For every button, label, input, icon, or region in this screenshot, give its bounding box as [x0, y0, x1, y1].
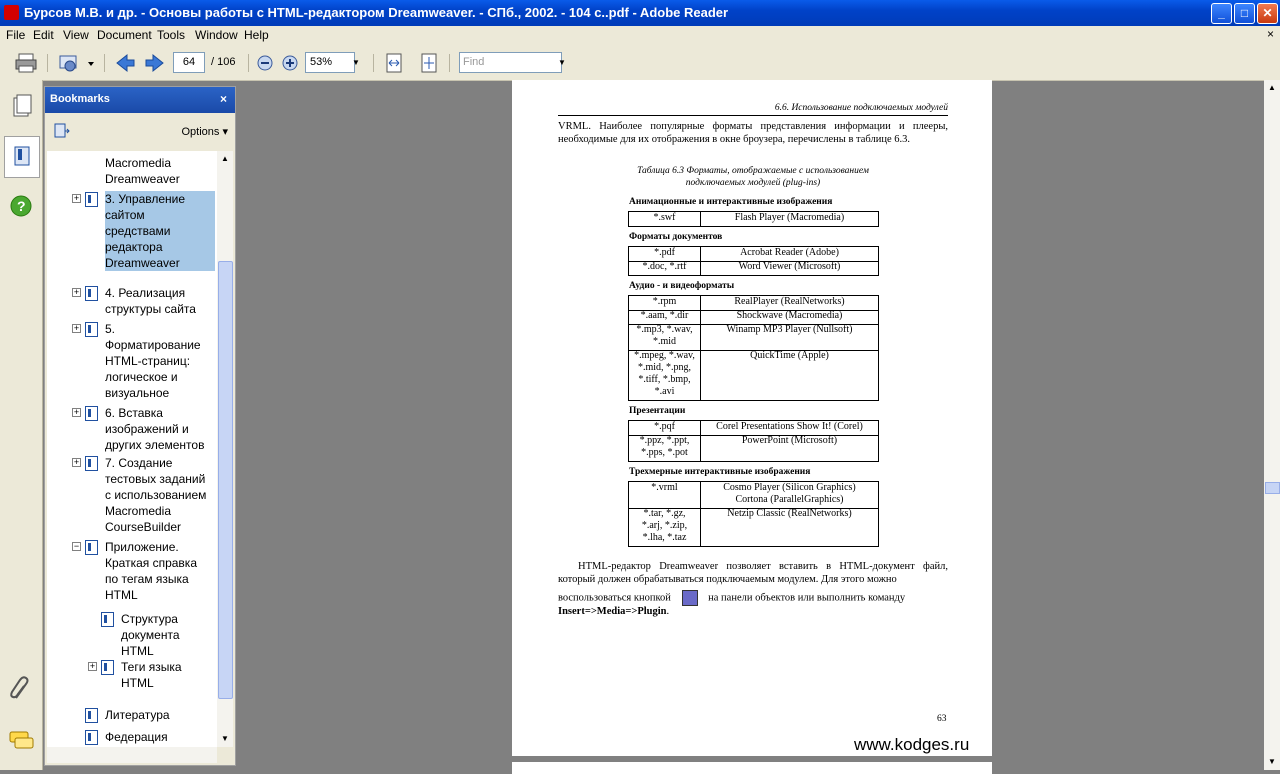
zoom-out-icon[interactable]: [256, 52, 274, 74]
table-cell-player: RealPlayer (RealNetworks): [734, 296, 845, 307]
minimize-button[interactable]: _: [1211, 3, 1232, 24]
bookmark-label-line: HTML: [121, 644, 154, 658]
table-row: [628, 481, 879, 509]
bookmark-label-line: с использованием: [105, 488, 207, 502]
bookmarks-header: [45, 87, 235, 113]
bookmark-item[interactable]: [121, 659, 215, 691]
tree-expander-icon[interactable]: +: [73, 323, 80, 333]
find-input[interactable]: Find: [459, 52, 562, 73]
bookmark-label-line: Macromedia: [105, 156, 172, 170]
table-caption-line: Таблица 6.3 Форматы, отображаемые с использованием: [637, 166, 869, 176]
bookmark-label-line: 6. Вставка: [105, 406, 163, 420]
table-cell-extension: *.pqf: [629, 421, 701, 435]
window-title: Бурсов М.В. и др. - Основы работы с HTML-редактором Dreamweaver. - СПб., 2002. - 104 с..pdf - Adobe Reader: [24, 5, 729, 20]
bookmark-icon: [85, 456, 98, 471]
bookmark-item[interactable]: [105, 707, 215, 723]
table-cell-player: Netzip Classic (RealNetworks): [727, 508, 852, 519]
bookmark-icon: [101, 660, 114, 675]
table-caption: [608, 165, 898, 189]
bookmark-icon: [85, 406, 98, 421]
chevron-down-icon[interactable]: [86, 52, 96, 74]
bookmark-label-line: Структура: [121, 612, 178, 626]
bookmark-item[interactable]: [105, 191, 215, 271]
bookmark-icon: [85, 322, 98, 337]
table-cell-extension: *.doc, *.rtf: [629, 261, 701, 275]
menu-view[interactable]: View: [63, 28, 89, 42]
bookmark-label-line: Dreamweaver: [105, 256, 180, 270]
tree-expander-icon[interactable]: +: [73, 287, 80, 297]
table-cell-player: Word Viewer (Microsoft): [738, 261, 841, 272]
next-page-icon[interactable]: [144, 52, 166, 74]
table-cell-extension: *.mp3, *.wav, *.mid: [629, 324, 701, 350]
bookmarks-title: Bookmarks: [50, 93, 110, 105]
bookmark-icon: [85, 708, 98, 723]
table-cell-extension: *.rpm: [629, 296, 701, 310]
bookmark-label-line: HTML-страниц:: [105, 354, 191, 368]
scrollbar-thumb[interactable]: [1265, 482, 1280, 494]
bookmark-item[interactable]: [105, 455, 215, 535]
bookmarks-tree: [47, 151, 217, 747]
table-cell-extension: *.mpeg, *.wav, *.mid, *.png, *.tiff, *.bmp, *.avi: [629, 350, 701, 400]
outro-paragraph: HTML-редактор Dreamweaver позволяет вставить в HTML-документ файл, который должен обрабатываться подключаемым модулем. Для этого можно: [558, 561, 948, 585]
expand-bookmark-icon[interactable]: [54, 123, 70, 139]
toolbar-separator: [449, 54, 450, 72]
toolbar: [0, 45, 1280, 81]
title-bar: [0, 0, 1280, 26]
scroll-up-icon[interactable]: ▲: [1268, 83, 1276, 92]
table-row: [628, 324, 879, 351]
bookmark-label-line: визуальное: [105, 386, 170, 400]
outro-command: Insert=>Media=>Plugin.: [558, 606, 670, 617]
scroll-up-icon[interactable]: ▲: [221, 154, 229, 163]
table-cell-player: QuickTime (Apple): [750, 350, 829, 361]
fit-page-icon[interactable]: [419, 52, 439, 74]
table-group-heading: Аудио - и видеоформаты: [629, 281, 735, 291]
table-row: [628, 295, 879, 311]
toolbar-separator: [373, 54, 374, 72]
table-row: [628, 435, 879, 462]
menu-help[interactable]: Help: [244, 28, 269, 42]
bookmarks-panel: [44, 86, 236, 766]
toolbar-separator: [248, 54, 249, 72]
bookmark-icon: [85, 540, 98, 555]
bookmark-label-line: 7. Создание: [105, 456, 173, 470]
menu-window[interactable]: Window: [195, 28, 238, 42]
bookmark-label-line: документа: [121, 628, 180, 642]
bookmark-label-line: 4. Реализация: [105, 286, 186, 300]
document-close-icon[interactable]: ×: [1266, 27, 1274, 41]
bookmark-item[interactable]: [105, 285, 215, 317]
close-icon[interactable]: ×: [219, 92, 227, 106]
bookmark-item[interactable]: [105, 405, 215, 453]
bookmark-item[interactable]: [121, 611, 215, 659]
bookmark-label-line: Macromedia: [105, 504, 172, 518]
menu-tools[interactable]: Tools: [157, 28, 186, 42]
tree-expander-icon[interactable]: +: [73, 407, 80, 417]
scrollbar-thumb[interactable]: [218, 261, 233, 699]
bookmark-label-line: HTML: [121, 676, 154, 690]
navigation-pane: [0, 80, 43, 770]
table-cell-extension: *.tar, *.gz, *.arj, *.zip, *.lha, *.taz: [629, 508, 701, 546]
bookmark-icon: [101, 612, 114, 627]
comments-icon[interactable]: [4, 722, 38, 762]
running-header: 6.6. Использование подключаемых модулей: [558, 103, 948, 116]
bookmarks-options-bar: [45, 113, 235, 149]
table-row: [628, 261, 879, 276]
bookmark-icon: [85, 730, 98, 745]
bookmark-label-line: Форматирование: [105, 338, 201, 352]
tree-expander-icon[interactable]: +: [89, 661, 96, 671]
attachments-icon[interactable]: [4, 672, 38, 712]
table-caption-line: подключаемых модулей (plug-ins): [685, 178, 821, 188]
pages-icon[interactable]: [4, 90, 38, 130]
menu-file[interactable]: File: [6, 28, 26, 42]
fit-width-icon[interactable]: [384, 52, 404, 74]
table-row: [628, 211, 879, 227]
toolbar-separator: [104, 54, 105, 72]
plugin-icon: [682, 590, 698, 606]
zoom-level-input[interactable]: 53%: [305, 52, 355, 73]
pdf-page: [512, 80, 992, 756]
scroll-down-icon[interactable]: ▼: [1268, 757, 1276, 766]
svg-text:?: ?: [17, 198, 26, 214]
toolbar-separator: [47, 54, 48, 72]
close-button[interactable]: ✕: [1257, 3, 1278, 24]
scroll-down-icon[interactable]: ▼: [221, 734, 229, 743]
bookmark-label-line: структуры сайта: [105, 302, 196, 316]
maximize-button[interactable]: □: [1234, 3, 1255, 24]
page-number: 63: [937, 714, 947, 724]
bookmark-label-line: средствами: [105, 224, 171, 238]
bookmark-item[interactable]: [105, 155, 215, 187]
table-row: [628, 508, 879, 547]
table-cell-player: Acrobat Reader (Adobe): [740, 247, 839, 258]
table-cell-extension: *.ppz, *.ppt, *.pps, *.pot: [629, 435, 701, 461]
help-icon[interactable]: [4, 186, 38, 226]
table-group-heading: Трехмерные интерактивные изображения: [629, 467, 811, 477]
page-number-input[interactable]: 64: [173, 52, 205, 73]
table-row: [628, 420, 879, 436]
table-row: [628, 310, 879, 325]
bookmark-icon: [85, 192, 98, 207]
bookmark-label-line: изображений и: [105, 422, 189, 436]
bookmark-label-line: сайтом: [105, 208, 145, 222]
tree-expander-icon[interactable]: −: [73, 541, 80, 551]
table-group-heading: Презентации: [629, 406, 686, 416]
table-cell-player: Cosmo Player (Silicon Graphics) Cortona (ParallelGraphics): [723, 482, 856, 505]
adobe-reader-icon: [4, 5, 19, 20]
table-cell-extension: *.vrml: [629, 482, 701, 508]
bookmark-label-line: Теги языка: [121, 660, 182, 674]
bookmark-label-line: тестовых заданий: [105, 472, 206, 486]
table-cell-player: Shockwave (Macromedia): [736, 310, 843, 321]
next-pdf-page: [512, 762, 992, 774]
table-cell-player: PowerPoint (Microsoft): [741, 435, 838, 446]
zoom-in-icon[interactable]: [281, 52, 299, 74]
table-cell-extension: *.aam, *.dir: [629, 310, 701, 324]
bookmark-item[interactable]: [105, 539, 215, 603]
watermark: www.kodges.ru: [854, 735, 970, 754]
previous-page-icon[interactable]: [114, 52, 136, 74]
bookmark-label-line: редактора: [105, 240, 163, 254]
bookmark-label-line: других элементов: [105, 438, 205, 452]
table-cell-player: Corel Presentations Show It! (Corel): [716, 421, 863, 432]
bookmark-label-line: Краткая справка: [105, 556, 197, 570]
bookmark-label-line: 3. Управление: [105, 192, 186, 206]
page-total: / 106: [211, 56, 236, 68]
bookmark-icon: [85, 286, 98, 301]
bookmarks-scrollbar[interactable]: [217, 151, 233, 747]
bookmark-label-line: Литература: [105, 708, 170, 722]
table-cell-extension: *.swf: [629, 212, 701, 226]
menu-document[interactable]: Document: [97, 28, 152, 42]
table-group-heading: Форматы документов: [629, 232, 723, 242]
chevron-down-icon[interactable]: ▼: [558, 58, 566, 67]
print-icon[interactable]: [14, 52, 38, 74]
bookmark-label-line: CourseBuilder: [105, 520, 182, 534]
bookmark-label-line: Федерация: [105, 730, 168, 744]
menu-bar: [0, 26, 1280, 45]
bookmark-label-line: по тегам языка: [105, 572, 189, 586]
bookmark-label-line: HTML: [105, 588, 138, 602]
tree-expander-icon[interactable]: +: [73, 193, 80, 203]
bookmark-label-line: 5.: [105, 322, 116, 336]
table-group-heading: Анимационные и интерактивные изображения: [629, 197, 833, 207]
bookmark-label-line: логическое и: [105, 370, 178, 384]
bookmarks-icon[interactable]: [4, 136, 40, 178]
table-row: [628, 350, 879, 401]
options-menu[interactable]: Options ▾: [181, 126, 228, 138]
document-scrollbar[interactable]: [1264, 80, 1280, 770]
table-row: [628, 246, 879, 262]
tree-expander-icon[interactable]: +: [73, 457, 80, 467]
intro-paragraph: VRML. Наиболее популярные форматы представления информации и плееры, необходимые для их отображения в окне броузера, перечислены в таблице 6.3.: [558, 121, 948, 145]
bookmark-label-line: Приложение.: [105, 540, 179, 554]
hand-tool-icon[interactable]: [58, 52, 84, 74]
chevron-down-icon[interactable]: ▼: [352, 58, 360, 67]
bookmarks-horizontal-scrollbar[interactable]: [47, 747, 217, 763]
outro-line: воспользоваться кнопкой на панели объектов или выполнить команду: [558, 590, 948, 606]
bookmark-item[interactable]: [105, 321, 215, 401]
table-cell-extension: *.pdf: [629, 247, 701, 261]
table-cell-player: Winamp MP3 Player (Nullsoft): [726, 324, 853, 335]
bookmark-label-line: Dreamweaver: [105, 172, 180, 186]
table-cell-player: Flash Player (Macromedia): [734, 212, 845, 223]
menu-edit[interactable]: Edit: [33, 28, 54, 42]
